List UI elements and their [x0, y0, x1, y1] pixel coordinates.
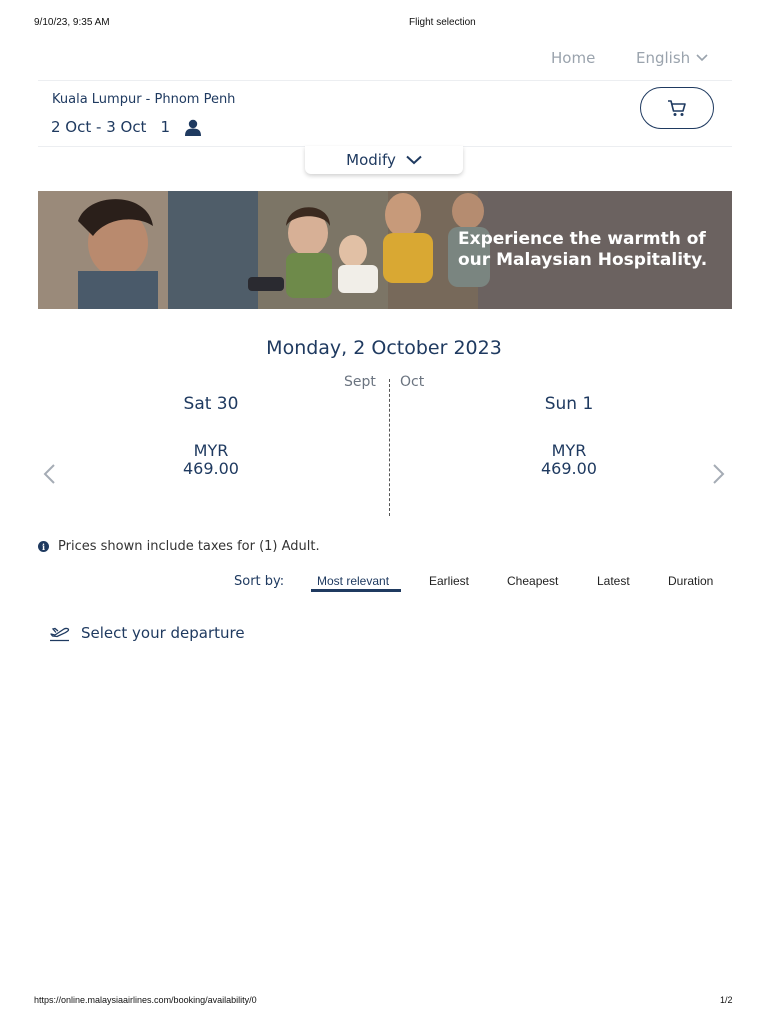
date-option-day: Sun 1	[544, 394, 594, 414]
sort-option-latest[interactable]: Latest	[597, 574, 630, 588]
date-option-day: Sat 30	[183, 394, 239, 414]
selected-date-title: Monday, 2 October 2023	[266, 337, 502, 359]
print-page-number: 1/2	[720, 995, 733, 1005]
carousel-next-button[interactable]	[712, 459, 726, 492]
chevron-right-icon	[712, 463, 726, 485]
promo-banner	[38, 191, 732, 309]
date-option-currency: MYR	[551, 441, 587, 460]
sort-option-earliest[interactable]: Earliest	[429, 574, 470, 588]
date-option-sat-30[interactable]	[131, 394, 291, 478]
next-month-label: Oct	[400, 374, 425, 390]
carousel-prev-button[interactable]	[42, 459, 56, 492]
prev-month-label: Sept	[344, 374, 376, 390]
print-url: https://online.malaysiaairlines.com/booking/availability/0	[34, 995, 257, 1005]
banner-headline	[458, 229, 707, 271]
chevron-down-icon	[406, 155, 422, 165]
price-note-text: Prices shown include taxes for (1) Adult.	[58, 539, 320, 554]
sort-option-duration[interactable]: Duration	[668, 574, 714, 588]
info-icon: i	[38, 541, 49, 552]
nav-home-link[interactable]: Home	[551, 49, 596, 67]
chevron-left-icon	[42, 463, 56, 485]
language-label: English	[636, 49, 691, 67]
sort-label: Sort by:	[234, 574, 285, 589]
route-label: Kuala Lumpur - Phnom Penh	[52, 92, 236, 107]
sort-option-cheapest[interactable]: Cheapest	[507, 574, 559, 588]
person-icon	[184, 119, 202, 136]
cart-button[interactable]	[640, 87, 714, 129]
date-option-price: 469.00	[541, 459, 597, 478]
date-option-currency: MYR	[193, 441, 229, 460]
print-page-title: Flight selection	[409, 17, 476, 28]
modify-button[interactable]	[305, 146, 463, 174]
sort-active-indicator	[311, 589, 401, 592]
print-timestamp: 9/10/23, 9:35 AM	[34, 17, 110, 28]
date-option-sun-1[interactable]	[489, 394, 649, 478]
modify-label: Modify	[346, 151, 396, 169]
banner-line-2: our Malaysian Hospitality.	[458, 250, 708, 270]
price-note	[38, 539, 320, 554]
departure-heading-text: Select your departure	[81, 624, 245, 642]
travel-dates: 2 Oct - 3 Oct	[51, 118, 147, 136]
trip-details	[51, 118, 202, 136]
passenger-count: 1	[160, 118, 170, 136]
departure-heading	[49, 624, 245, 642]
month-divider	[389, 379, 390, 516]
language-selector[interactable]	[636, 49, 708, 67]
chevron-down-icon	[696, 54, 708, 62]
plane-departure-icon	[49, 625, 70, 642]
banner-line-1: Experience the warmth of	[458, 229, 706, 249]
header-divider	[38, 80, 732, 81]
sort-option-most-relevant[interactable]: Most relevant	[317, 574, 390, 588]
date-option-price: 469.00	[183, 459, 239, 478]
cart-icon	[667, 99, 687, 117]
